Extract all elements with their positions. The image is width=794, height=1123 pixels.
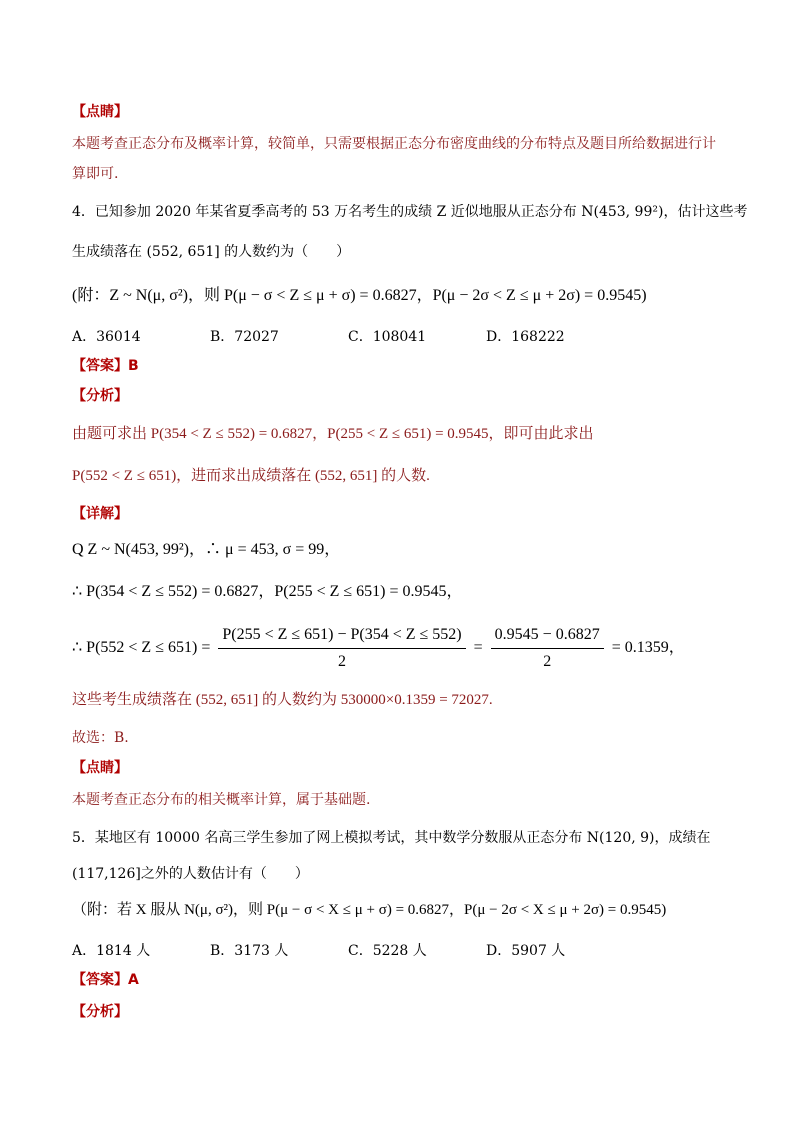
q5-choice-b: B．3173 人: [210, 943, 289, 959]
q5-answer: 【答案】A: [72, 972, 139, 988]
q4-choice-b: B．72027: [210, 329, 279, 345]
fraction-1: [218, 624, 465, 673]
q5-choice-d: D．5907 人: [486, 943, 566, 959]
q4-choice-d: D．168222: [486, 329, 565, 345]
q4-choice-a: A．36014: [72, 329, 141, 345]
q4-detail-formula: [72, 624, 685, 673]
q4-choice-c: C．108041: [348, 329, 427, 345]
q4-choose: 故选：B.: [72, 730, 129, 746]
q5-stem-line1: 5．某地区有 10000 名高三学生参加了网上模拟考试，其中数学分数服从正态分布 N(120, 9)，成绩在: [72, 830, 711, 846]
q5-analysis-heading: 【分析】: [72, 1004, 128, 1020]
q4-stem-line1: 4．已知参加 2020 年某省夏季高考的 53 万名考生的成绩 Z 近似地服从正态分布 N(453, 99²)，估计这些考: [72, 204, 748, 220]
fraction-1-denominator: 2: [337, 653, 346, 670]
fraction-2-denominator: 2: [543, 653, 552, 670]
dianjing-heading: 【点睛】: [72, 104, 128, 120]
formula-equals: =: [473, 639, 483, 657]
fraction-1-numerator: P(255 < Z ≤ 651) − P(354 < Z ≤ 552): [218, 624, 465, 649]
q4-detail-line1: Q Z ~ N(453, 99²)，∴ μ = 453, σ = 99，: [72, 541, 341, 558]
q5-appendix-note: （附：若 X 服从 N(μ, σ²)，则 P(μ − σ < X ≤ μ + σ) = 0.6827，P(μ − 2σ < X ≤ μ + 2σ) = 0.9545): [72, 902, 667, 918]
fraction-2-numerator: 0.9545 − 0.6827: [491, 624, 604, 649]
q4-detail-line2: ∴ P(354 < Z ≤ 552) = 0.6827，P(255 < Z ≤ 651) = 0.9545，: [72, 583, 463, 600]
q5-choice-a: A．1814 人: [72, 943, 151, 959]
fraction-2: [491, 624, 604, 673]
q4-analysis-line1: 由题可求出 P(354 < Z ≤ 552) = 0.6827，P(255 < Z ≤ 651) = 0.9545，即可由此求出: [72, 426, 594, 442]
q4-dianjing-heading: 【点睛】: [72, 760, 128, 776]
q4-analysis-heading: 【分析】: [72, 388, 128, 404]
formula-rhs: = 0.1359，: [611, 639, 685, 657]
q4-dianjing-text: 本题考查正态分布的相关概率计算，属于基础题.: [72, 792, 371, 808]
q4-analysis-line2: P(552 < Z ≤ 651)，进而求出成绩落在 (552, 651] 的人数.: [72, 468, 430, 484]
q4-stem-line2: 生成绩落在 (552, 651] 的人数约为（ ）: [72, 244, 351, 260]
q4-answer: 【答案】B: [72, 358, 139, 374]
dianjing-text-line1: 本题考查正态分布及概率计算，较简单，只需要根据正态分布密度曲线的分布特点及题目所给数据进行计: [72, 136, 716, 152]
formula-lhs: ∴ P(552 < Z ≤ 651) =: [72, 639, 211, 657]
q4-detail-line4: 这些考生成绩落在 (552, 651] 的人数约为 530000×0.1359 = 72027.: [72, 692, 493, 708]
q5-stem-line2: (117,126]之外的人数估计有（ ）: [72, 866, 309, 882]
q4-appendix-note: (附：Z ~ N(μ, σ²)，则 P(μ − σ < Z ≤ μ + σ) = 0.6827，P(μ − 2σ < Z ≤ μ + 2σ) = 0.9545): [72, 287, 647, 304]
q4-detail-heading: 【详解】: [72, 506, 128, 522]
dianjing-text-line2: 算即可.: [72, 166, 119, 182]
q5-choice-c: C．5228 人: [348, 943, 427, 959]
